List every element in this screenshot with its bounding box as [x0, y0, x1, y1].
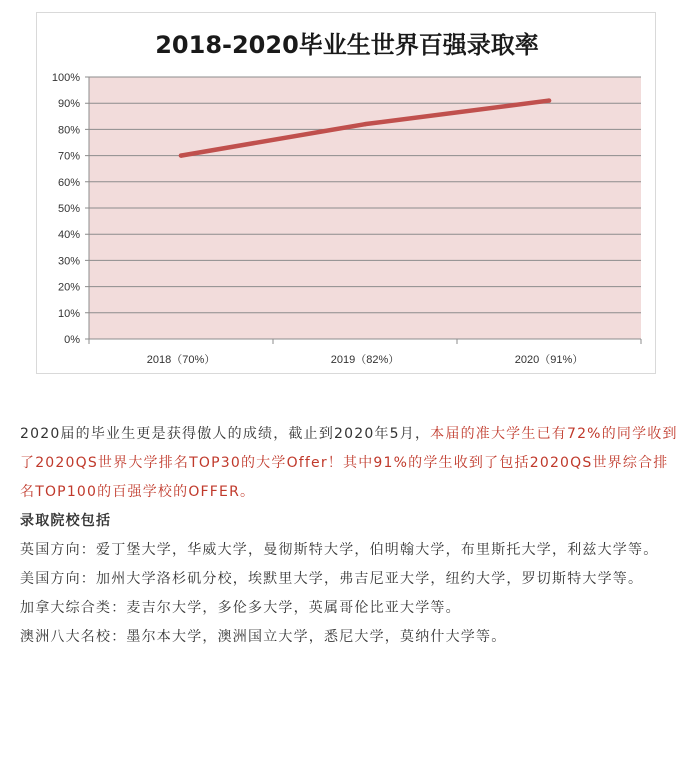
y-tick-label: 10% [57, 307, 80, 320]
chart-frame [36, 12, 656, 374]
y-tick-label: 100% [51, 72, 80, 84]
section-heading: 录取院校包括 [20, 513, 112, 529]
intro-highlight: 本届的准大学生已有72%的同学收到了2020QS世界大学排名TOP30的大学Offer！其中91%的学生收到了包括2020QS世界综合排名TOP100的百强学校的OFFER。 [20, 426, 678, 500]
data-point [179, 153, 183, 157]
australia-universities: 澳洲八大名校：墨尔本大学，澳洲国立大学，悉尼大学，莫纳什大学等。 [20, 629, 507, 645]
y-tick-label: 60% [57, 176, 80, 189]
y-tick-label: 0% [64, 334, 80, 346]
y-tick-label: 30% [57, 255, 80, 268]
y-tick-label: 40% [57, 229, 80, 242]
data-point [547, 98, 551, 102]
intro-paragraph [20, 420, 680, 507]
y-tick-label: 90% [57, 98, 80, 111]
canada-universities: 加拿大综合类：麦吉尔大学，多伦多大学，英属哥伦比亚大学等。 [20, 600, 461, 616]
line-chart [37, 13, 657, 375]
y-tick-label: 20% [57, 281, 80, 294]
intro-text: 2020届的毕业生更是获得傲人的成绩，截止到2020年5月， [20, 426, 431, 442]
data-point [363, 122, 367, 126]
y-tick-label: 50% [57, 203, 80, 215]
x-tick-label: 2018（70%） [146, 354, 216, 366]
article [20, 420, 680, 652]
y-tick-label: 70% [57, 150, 80, 163]
x-tick-label: 2020（91%） [514, 354, 584, 366]
uk-universities: 英国方向：爱丁堡大学，华威大学，曼彻斯特大学，伯明翰大学，布里斯托大学，利兹大学等。 [20, 542, 659, 558]
us-universities: 美国方向：加州大学洛杉矶分校，埃默里大学，弗吉尼亚大学，纽约大学，罗切斯特大学等。 [20, 571, 644, 587]
x-tick-label: 2019（82%） [330, 354, 400, 366]
chart-title: 2018-2020毕业生世界百强录取率 [155, 31, 539, 59]
y-tick-label: 80% [57, 124, 80, 137]
